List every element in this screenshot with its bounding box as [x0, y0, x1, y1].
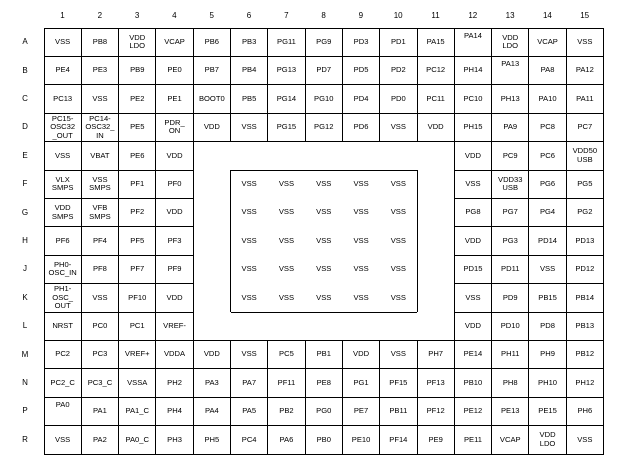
ball-cell: PE1	[167, 93, 182, 103]
column-label: 1	[60, 11, 65, 20]
empty-cell	[193, 142, 230, 170]
empty-cell	[231, 312, 268, 340]
ball-cell: PD7	[316, 65, 332, 75]
ball-cell: PB7	[204, 65, 220, 75]
grid-line	[379, 28, 380, 142]
ball-cell: PB9	[130, 65, 145, 75]
ball-cell: VSS	[316, 178, 332, 188]
ball-cell: VDD	[203, 122, 220, 132]
ball-cell: PA3	[204, 377, 219, 387]
ball-cell: PB11	[389, 406, 408, 416]
ball-cell: PG3	[502, 235, 518, 245]
grid-line	[417, 340, 418, 454]
ball-cell: VSS	[390, 122, 406, 132]
ball-cell: VSS	[353, 207, 369, 217]
ball-cell: PG6	[539, 178, 556, 188]
grid-line	[230, 340, 231, 454]
ball-cell: PH11	[501, 349, 520, 359]
ball-cell: VSS	[390, 292, 406, 302]
row-label: K	[22, 292, 28, 302]
row-label: L	[22, 321, 28, 331]
ball-cell: VDD LDO	[502, 32, 519, 51]
ball-cell: PF4	[92, 235, 107, 245]
ball-cell: VSS	[539, 264, 556, 274]
ball-cell: PA1	[93, 406, 107, 416]
empty-cell	[342, 312, 379, 340]
ball-cell: VBAT	[90, 150, 110, 160]
ball-cell: PC6	[540, 150, 555, 160]
grid-line	[230, 170, 231, 312]
ball-cell: PE6	[130, 150, 145, 160]
ball-cell: VDD LDO	[539, 430, 556, 448]
ball-cell: PB15	[538, 292, 557, 302]
ball-cell: PH6	[577, 406, 593, 416]
ball-cell: VSS	[241, 207, 257, 217]
ball-cell: VDD	[203, 349, 220, 359]
empty-cell	[193, 198, 230, 226]
ball-cell: PC5	[279, 349, 294, 359]
ball-cell: PB14	[575, 292, 595, 302]
ball-cell: PC3_C	[87, 377, 113, 387]
empty-cell	[417, 227, 454, 255]
ball-cell: PA5	[242, 406, 257, 416]
ball-cell: PD5	[353, 65, 369, 75]
row-label: J	[23, 264, 27, 274]
ball-cell: PF13	[426, 377, 445, 387]
ball-cell: VCAP	[499, 434, 521, 444]
grid-line	[566, 28, 567, 454]
ball-cell: PC0	[92, 320, 108, 330]
ball-cell: PB0	[316, 434, 331, 444]
empty-cell	[380, 142, 417, 170]
ball-cell: PA8	[540, 65, 555, 75]
row-label: F	[22, 179, 28, 189]
grid-line	[528, 28, 529, 454]
ball-cell: PE5	[130, 122, 145, 132]
row-label: C	[22, 94, 28, 103]
ball-cell: PA15	[426, 36, 445, 46]
empty-cell	[193, 312, 230, 340]
ball-cell: PD15	[463, 264, 483, 274]
empty-cell	[342, 142, 379, 170]
ball-cell: VDD	[427, 122, 444, 132]
ball-cell: PF7	[130, 264, 145, 274]
ball-cell: PB1	[316, 349, 331, 359]
grid-line	[44, 113, 604, 114]
ball-cell: VSS	[278, 292, 295, 302]
empty-cell	[380, 312, 417, 340]
row-label: M	[21, 349, 29, 359]
grid-line	[230, 28, 231, 142]
empty-cell	[193, 284, 230, 312]
ball-cell: PA7	[242, 377, 257, 387]
ball-cell: PD9	[502, 292, 518, 302]
ball-cell: PF0	[167, 178, 182, 188]
ball-cell: PG15	[276, 122, 297, 132]
ball-cell: VREF+	[124, 349, 150, 359]
ball-cell: PH15	[463, 122, 483, 132]
column-label: 6	[246, 11, 252, 20]
ball-cell: PC9	[502, 150, 518, 160]
ball-cell: PA0_C	[125, 434, 149, 444]
row-label: R	[22, 434, 28, 444]
ball-cell: VSS	[390, 178, 406, 188]
grid-line	[44, 368, 604, 369]
grid-line	[342, 28, 343, 142]
ball-cell: PF11	[277, 377, 296, 387]
ball-cell: PDR_ ON	[164, 117, 185, 136]
ball-cell: PA9	[503, 122, 518, 132]
ball-cell: VSS	[241, 292, 257, 302]
ball-cell: PD12	[575, 264, 595, 274]
empty-cell	[268, 312, 305, 340]
ball-cell: PF6	[55, 235, 70, 245]
grid-line	[231, 170, 418, 171]
ball-cell: PG10	[314, 93, 334, 103]
ball-cell: PC14- OSC32_ IN	[85, 113, 115, 140]
grid-line	[81, 28, 82, 454]
empty-cell	[417, 312, 454, 340]
ball-cell: PD3	[353, 36, 369, 46]
ball-cell: VSS	[465, 178, 481, 188]
ball-cell: PF2	[130, 207, 145, 217]
ball-cell: PE9	[428, 434, 443, 444]
ball-cell: VDD	[464, 150, 481, 160]
ball-cell: PB13	[575, 320, 595, 330]
empty-cell	[417, 255, 454, 283]
ball-cell: VDD SMPS	[51, 203, 74, 221]
ball-cell: VSS	[390, 349, 406, 359]
ball-cell: VSS	[55, 150, 71, 160]
ball-cell: VSS	[241, 122, 257, 132]
empty-cell	[417, 284, 454, 312]
ball-cell: PG4	[539, 207, 556, 217]
ball-cell: PE13	[500, 406, 520, 416]
ball-cell: PA0	[55, 400, 70, 410]
ball-cell: PA14	[463, 31, 482, 40]
row-label: A	[22, 37, 28, 47]
empty-cell	[417, 142, 454, 170]
ball-cell: PH1- OSC_ OUT	[52, 284, 73, 310]
ball-cell: PC3	[92, 349, 108, 359]
column-label: 11	[431, 11, 440, 20]
ball-cell: PG8	[465, 207, 481, 217]
ball-cell: VSS	[316, 264, 332, 274]
column-label: 12	[468, 11, 478, 20]
ball-cell: VDDA	[163, 349, 186, 359]
row-label: E	[22, 150, 28, 160]
ball-cell: PE15	[538, 406, 557, 416]
ball-cell: PE2	[130, 93, 145, 103]
ball-cell: PE11	[463, 434, 482, 444]
ball-cell: VSS	[353, 235, 369, 245]
ball-cell: PE0	[167, 65, 182, 75]
column-label: 10	[393, 11, 403, 20]
ball-cell: PH13	[500, 93, 520, 103]
ball-cell: PA4	[204, 406, 219, 416]
ball-cell: VSS	[316, 235, 332, 245]
ball-cell: VDD	[353, 349, 370, 359]
empty-cell	[417, 170, 454, 198]
ball-cell: VSSA	[127, 377, 148, 387]
grid-line	[305, 28, 306, 142]
ball-cell: PA12	[575, 65, 594, 75]
ball-cell: VSS	[278, 264, 295, 274]
ball-cell: PD2	[390, 65, 406, 75]
ball-cell: VSS	[55, 36, 71, 46]
ball-cell: PF5	[130, 235, 145, 245]
ball-cell: VSS	[278, 207, 295, 217]
ball-cell: PD0	[390, 93, 406, 103]
ball-cell: PF8	[92, 264, 107, 274]
ball-cell: VSS	[465, 292, 481, 302]
ball-cell: PF12	[426, 406, 445, 416]
column-label: 14	[542, 11, 552, 20]
ball-cell: VDD	[464, 320, 481, 330]
ball-cell: PG1	[353, 377, 369, 387]
ball-cell: NRST	[52, 320, 73, 330]
ball-cell: PD11	[501, 264, 520, 274]
ball-cell: PH7	[428, 349, 444, 359]
ball-cell: VDD50 USB	[572, 146, 598, 164]
ball-cell: PE10	[351, 434, 371, 444]
ball-cell: PE12	[463, 406, 483, 416]
ball-cell: PC7	[577, 122, 593, 132]
ball-cell: VFB SMPS	[89, 203, 111, 221]
ball-cell: PH4	[167, 406, 182, 416]
ball-cell: BOOT0	[198, 93, 225, 103]
row-label: G	[21, 207, 29, 217]
ball-cell: PC10	[463, 93, 483, 103]
ball-cell: PB4	[241, 65, 257, 75]
grid-line	[267, 28, 268, 142]
row-label: N	[22, 378, 28, 387]
ball-cell: PC8	[540, 122, 555, 132]
ball-cell: PD8	[540, 320, 555, 330]
ball-cell: PH8	[502, 377, 518, 387]
ball-cell: PD1	[390, 36, 406, 46]
ball-cell: VCAP	[164, 36, 185, 46]
row-label: P	[22, 406, 28, 416]
column-label: 3	[134, 11, 140, 20]
ball-cell: VSS	[278, 235, 295, 245]
grid-line	[417, 170, 418, 312]
column-label: 9	[358, 11, 364, 20]
empty-cell	[193, 227, 230, 255]
grid-line	[342, 340, 343, 454]
ball-cell: PG9	[316, 36, 332, 46]
ball-cell: VSS	[353, 178, 369, 188]
ball-cell: PB10	[463, 377, 483, 387]
ball-cell: PC12	[426, 65, 446, 75]
ball-cell: PD14	[538, 235, 558, 245]
grid-line	[44, 56, 604, 57]
ball-cell: PG7	[502, 207, 518, 217]
ball-cell: VDD	[166, 292, 183, 302]
ball-cell: PA10	[538, 93, 557, 103]
ball-cell: VSS	[390, 235, 406, 245]
ball-cell: PF10	[128, 292, 147, 302]
empty-cell	[305, 312, 342, 340]
grid-line	[44, 454, 604, 455]
ball-cell: PE8	[316, 377, 331, 387]
ball-cell: PB3	[241, 36, 257, 46]
empty-cell	[193, 170, 230, 198]
column-label: 5	[209, 11, 214, 20]
ball-cell: VSS	[353, 292, 369, 302]
ball-cell: PA1_C	[125, 406, 149, 416]
ball-cell: VSS	[241, 235, 257, 245]
ball-cell: PC15- OSC32 _OUT	[50, 113, 76, 140]
ball-cell: PH9	[540, 349, 555, 359]
grid-line	[44, 84, 604, 85]
ball-cell: PE4	[55, 65, 70, 75]
grid-line	[44, 28, 604, 29]
grid-line	[44, 340, 604, 341]
ball-cell: VCAP	[537, 36, 558, 46]
ball-cell: PA11	[576, 93, 594, 103]
ball-cell: PB8	[92, 36, 108, 46]
ball-cell: PF14	[389, 434, 408, 444]
grid-line	[44, 141, 604, 142]
column-label: 4	[172, 11, 177, 20]
grid-line	[44, 28, 45, 454]
ball-cell: VDD	[166, 150, 183, 160]
row-label: D	[22, 122, 28, 132]
column-label: 15	[580, 11, 590, 20]
ball-cell: PH10	[538, 377, 558, 387]
ball-cell: PF3	[167, 235, 182, 245]
ball-cell: PC1	[129, 320, 145, 330]
ball-cell: PF1	[130, 178, 145, 188]
grid-line	[491, 28, 492, 454]
ball-cell: VSS	[92, 93, 108, 103]
ball-cell: VSS	[316, 207, 332, 217]
ball-cell: PG13	[276, 65, 297, 75]
ball-cell: PD4	[353, 93, 369, 103]
ball-cell: PD13	[575, 235, 595, 245]
ball-cell: PB2	[279, 406, 294, 416]
ball-cell: PA6	[279, 434, 294, 444]
grid-line	[118, 28, 119, 454]
ball-cell: PG0	[316, 406, 332, 416]
ball-cell: PG12	[314, 122, 334, 132]
ball-cell: PG2	[577, 207, 593, 217]
ball-cell: PH3	[167, 434, 182, 444]
grid-line	[603, 28, 604, 454]
grid-line	[44, 425, 604, 426]
empty-cell	[193, 255, 230, 283]
ball-cell: VSS	[577, 36, 593, 46]
ball-cell: PD6	[353, 122, 369, 132]
ball-cell: VREF-	[163, 320, 186, 330]
ball-cell: VSS SMPS	[89, 174, 111, 193]
ball-cell: PH12	[575, 377, 595, 387]
column-label: 13	[505, 11, 515, 20]
ball-cell: PG11	[277, 36, 296, 46]
ball-cell: VSS	[390, 207, 406, 217]
ball-cell: PG5	[577, 178, 593, 188]
grid-line	[379, 340, 380, 454]
ball-cell: VSS	[241, 349, 257, 359]
ball-cell: PE7	[353, 406, 369, 416]
ball-cell: VSS	[278, 178, 295, 188]
grid-line	[231, 312, 418, 313]
ball-cell: PG14	[276, 93, 297, 103]
grid-line	[193, 28, 194, 454]
row-label: B	[22, 65, 28, 75]
ball-cell: PH5	[204, 434, 220, 444]
ball-cell: PB6	[204, 36, 220, 46]
ball-cell: PC11	[426, 93, 445, 103]
ball-cell: PA2	[93, 434, 107, 444]
ball-cell: PD10	[500, 320, 520, 330]
grid-line	[44, 397, 604, 398]
grid-line	[155, 28, 156, 454]
column-label: 8	[321, 11, 326, 20]
ball-cell: VSS	[241, 264, 257, 274]
ball-cell: PC2_C	[50, 377, 75, 387]
ball-cell: VDD LDO	[129, 32, 146, 51]
ball-cell: PH14	[463, 65, 483, 75]
grid-line	[454, 28, 455, 454]
ball-cell: VDD	[166, 207, 183, 217]
ball-cell: VLX SMPS	[51, 174, 74, 193]
ball-cell: PB5	[241, 93, 257, 103]
grid-line	[305, 340, 306, 454]
ball-cell: PF15	[389, 377, 408, 387]
ball-cell: VSS	[92, 292, 108, 302]
ball-cell: PA13	[501, 59, 520, 69]
ball-cell: VSS	[577, 434, 593, 444]
ball-cell: VSS	[353, 264, 369, 274]
ball-cell: PF9	[167, 264, 182, 274]
grid-line	[267, 340, 268, 454]
row-label: H	[22, 236, 28, 245]
grid-line	[417, 28, 418, 142]
empty-cell	[268, 142, 305, 170]
column-label: 2	[97, 11, 103, 20]
ball-cell: VSS	[241, 178, 257, 188]
ball-cell: PC2	[55, 349, 71, 359]
ball-cell: PC13	[53, 93, 73, 103]
ball-cell: PE3	[92, 65, 108, 75]
ball-cell: VDD33 USB	[498, 174, 523, 193]
ball-cell: VDD	[464, 235, 481, 245]
empty-cell	[305, 142, 342, 170]
ball-cell: PB12	[575, 349, 595, 359]
ball-cell: VSS	[55, 434, 71, 444]
column-label: 7	[284, 11, 289, 20]
empty-cell	[417, 198, 454, 226]
ball-cell: PH2	[167, 377, 182, 387]
ball-cell: VSS	[390, 264, 406, 274]
ball-cell: VSS	[316, 292, 332, 302]
ball-cell: PC4	[241, 434, 257, 444]
ball-cell: PE14	[463, 349, 483, 359]
empty-cell	[231, 142, 268, 170]
ball-cell: PH0- OSC_IN	[48, 259, 77, 278]
